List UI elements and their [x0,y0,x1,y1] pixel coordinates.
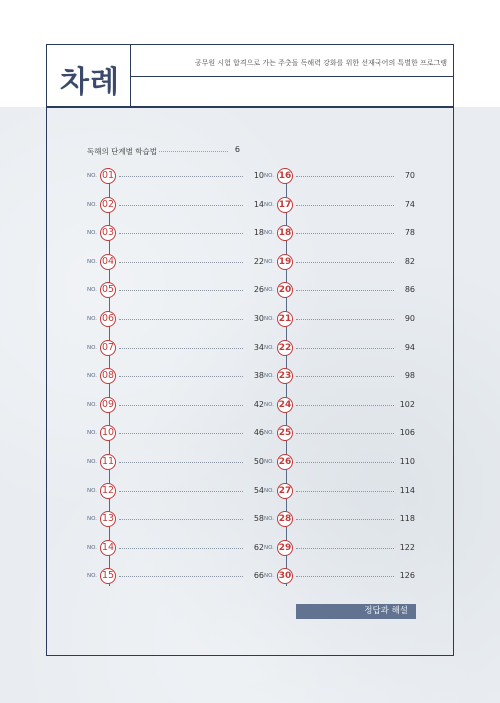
page-number: 58 [253,514,264,524]
lesson-number-badge: 30 [277,568,293,584]
leader-dots [296,519,394,520]
toc-entry[interactable] [87,311,267,329]
leader-dots [119,319,243,320]
toc-entry[interactable] [264,311,444,329]
no-label: NO. [87,544,97,551]
no-label: NO. [264,487,274,494]
leader-dots [119,176,243,177]
toc-entry[interactable] [87,254,267,272]
lesson-number-badge: 28 [277,511,293,527]
toc-entry[interactable] [264,425,444,443]
no-label: NO. [264,201,274,208]
leader-dots [119,491,243,492]
answer-explanation-button[interactable]: 정답과 해설 [296,604,416,619]
page-number: 122 [399,542,415,552]
toc-entry[interactable] [87,540,267,558]
leader-dots [296,576,394,577]
no-label: NO. [264,373,274,380]
page-subtitle: 공무원 시험 합격으로 가는 주춧돌 독해력 강화를 위한 선재국어의 특별한 프로그램 [194,59,447,67]
lesson-number-badge: 05 [100,282,116,298]
lesson-number-badge: 29 [277,540,293,556]
page-number: 38 [253,371,264,381]
leader-dots [119,205,243,206]
no-label: NO. [87,287,97,294]
no-label: NO. [87,344,97,351]
no-label: NO. [264,258,274,265]
leader-dots [296,376,394,377]
lesson-number-badge: 15 [100,568,116,584]
leader-dots [119,233,243,234]
lesson-number-badge: 08 [100,368,116,384]
page-number: 70 [404,171,415,180]
lesson-number-badge: 12 [100,483,116,499]
lesson-number-badge: 18 [277,225,293,241]
no-label: NO. [87,401,97,408]
toc-entry[interactable] [264,511,444,529]
lesson-number-badge: 25 [277,425,293,441]
toc-entry[interactable] [87,368,267,386]
intro-page-number: 6 [234,145,240,154]
page-number: 98 [404,371,415,381]
toc-entry[interactable] [264,368,444,386]
no-label: NO. [87,373,97,380]
page-number: 34 [253,342,264,352]
toc-entry[interactable] [87,282,267,300]
page-number: 106 [399,428,415,438]
lesson-number-badge: 01 [100,168,116,184]
leader-dots [296,548,394,549]
toc-entry[interactable] [87,225,267,243]
toc-entry[interactable] [264,540,444,558]
intro-label: 독해의 단계별 학습법 [87,147,157,156]
lesson-number-badge: 10 [100,425,116,441]
no-label: NO. [87,487,97,494]
no-label: NO. [264,173,274,179]
leader-dots [296,262,394,263]
toc-entry[interactable] [87,454,267,472]
page-number: 126 [399,571,415,581]
toc-column-left [87,168,267,586]
toc-entry[interactable] [264,197,444,215]
toc-entry[interactable] [264,340,444,358]
toc-entry[interactable] [87,168,267,186]
no-label: NO. [264,344,274,351]
no-label: NO. [264,401,274,408]
page-number: 14 [253,199,264,209]
toc-entry[interactable] [264,483,444,501]
page-number: 118 [399,514,415,524]
no-label: NO. [87,573,97,580]
no-label: NO. [87,230,97,237]
page-number: 90 [404,314,415,323]
leader-dots [296,491,394,492]
no-label: NO. [264,516,274,523]
leader-dots [296,348,394,349]
no-label: NO. [87,516,97,523]
no-label: NO. [87,459,97,465]
toc-column-right [264,168,444,586]
no-label: NO. [264,316,274,322]
lesson-number-badge: 13 [100,511,116,527]
leader-dots [119,348,243,349]
header-divider [130,76,454,77]
lesson-number-badge: 14 [100,540,116,556]
leader-dots [296,176,394,177]
leader-dots [159,151,228,152]
leader-dots [119,548,243,549]
toc-entry[interactable] [264,254,444,272]
leader-dots [119,290,243,291]
lesson-number-badge: 02 [100,197,116,213]
lesson-number-badge: 27 [277,483,293,499]
no-label: NO. [87,316,97,322]
page-number: 102 [399,399,415,409]
leader-dots [119,376,243,377]
intro-entry[interactable] [87,144,242,158]
lesson-number-badge: 03 [100,225,116,241]
toc-entry[interactable] [264,397,444,415]
no-label: NO. [264,544,274,551]
no-label: NO. [87,201,97,208]
lesson-number-badge: 24 [277,397,293,413]
toc-entry[interactable] [87,483,267,501]
page-number: 26 [253,285,264,295]
lesson-number-badge: 23 [277,368,293,384]
page-number: 18 [253,228,264,238]
page-number: 22 [253,256,264,266]
lesson-number-badge: 26 [277,454,293,470]
page-number: 62 [253,542,264,552]
lesson-number-badge: 21 [277,311,293,327]
no-label: NO. [264,573,274,580]
no-label: NO. [264,287,274,294]
leader-dots [296,319,394,320]
page-number: 110 [399,457,415,466]
toc-entry[interactable] [87,340,267,358]
leader-dots [119,433,243,434]
toc-entry[interactable] [87,568,267,586]
toc-entry[interactable] [264,568,444,586]
leader-dots [296,433,394,434]
page-number: 50 [253,457,264,466]
page-number: 74 [404,199,415,209]
lesson-number-badge: 11 [100,454,116,470]
leader-dots [296,233,394,234]
toc-entry[interactable] [264,282,444,300]
leader-dots [119,262,243,263]
page-number: 82 [404,256,415,266]
leader-dots [296,205,394,206]
no-label: NO. [264,459,274,465]
leader-dots [296,405,394,406]
page-number: 10 [253,171,264,180]
leader-dots [296,462,394,463]
toc-entry[interactable] [87,197,267,215]
toc-entry[interactable] [264,225,444,243]
lesson-number-badge: 22 [277,340,293,356]
leader-dots [119,576,243,577]
page-number: 30 [253,314,264,323]
no-label: NO. [87,430,97,437]
lesson-number-badge: 04 [100,254,116,270]
leader-dots [296,290,394,291]
toc-entry[interactable] [87,425,267,443]
page-number: 86 [404,285,415,295]
leader-dots [119,405,243,406]
page-number: 54 [253,485,264,495]
leader-dots [119,462,243,463]
header-divider [130,44,131,106]
page-number: 46 [253,428,264,438]
page-number: 42 [253,399,264,409]
toc-entry[interactable] [264,454,444,472]
no-label: NO. [87,258,97,265]
no-label: NO. [264,230,274,237]
toc-entry[interactable] [264,168,444,186]
lesson-number-badge: 09 [100,397,116,413]
no-label: NO. [264,430,274,437]
page-number: 94 [404,342,415,352]
page-number: 78 [404,228,415,238]
lesson-number-badge: 19 [277,254,293,270]
page-number: 114 [399,485,415,495]
page-number: 66 [253,571,264,581]
no-label: NO. [87,173,97,179]
lesson-number-badge: 06 [100,311,116,327]
header-divider [46,106,454,108]
toc-entry[interactable] [87,511,267,529]
lesson-number-badge: 16 [277,168,293,184]
page-title: 차례 [60,65,120,100]
leader-dots [119,519,243,520]
toc-entry[interactable] [87,397,267,415]
lesson-number-badge: 07 [100,340,116,356]
lesson-number-badge: 20 [277,282,293,298]
lesson-number-badge: 17 [277,197,293,213]
